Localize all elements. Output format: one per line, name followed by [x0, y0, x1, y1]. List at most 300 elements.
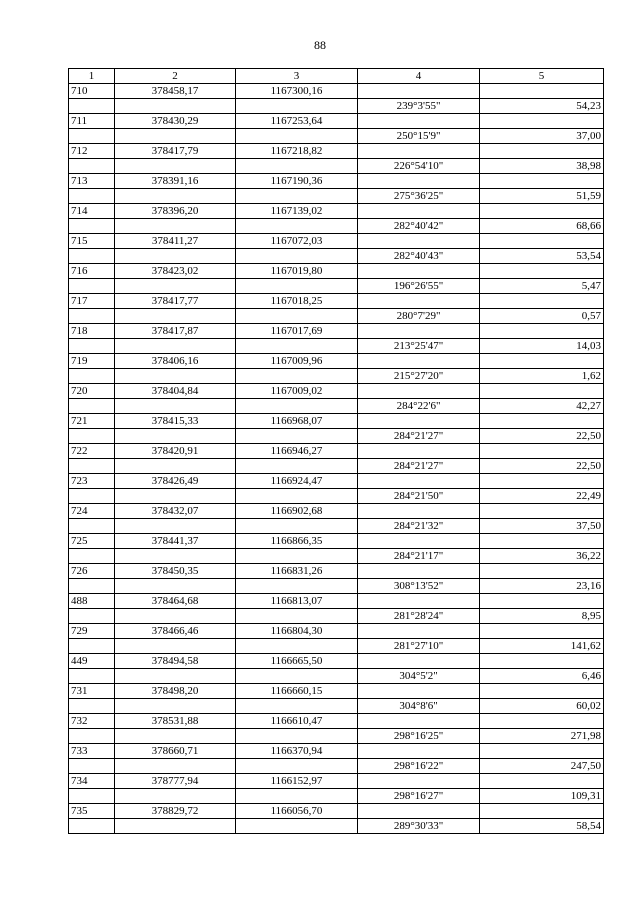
table-body [69, 84, 604, 834]
empty-cell [358, 474, 480, 489]
table-row [69, 249, 604, 264]
point-number-cell: 729 [69, 624, 115, 639]
table-row [69, 189, 604, 204]
x-coordinate-cell: 378417,87 [115, 324, 236, 339]
x-coordinate-cell: 378396,20 [115, 204, 236, 219]
empty-cell [480, 444, 604, 459]
point-number-cell: 724 [69, 504, 115, 519]
empty-cell [480, 264, 604, 279]
empty-cell [69, 609, 115, 624]
empty-cell [236, 369, 358, 384]
point-number-cell: 713 [69, 174, 115, 189]
empty-cell [115, 129, 236, 144]
distance-cell: 5,47 [480, 279, 604, 294]
y-coordinate-cell: 1167009,96 [236, 354, 358, 369]
x-coordinate-cell: 378415,33 [115, 414, 236, 429]
distance-cell: 22,49 [480, 489, 604, 504]
point-number-cell: 725 [69, 534, 115, 549]
direction-angle-cell: 282°40'42" [358, 219, 480, 234]
empty-cell [358, 444, 480, 459]
x-coordinate-cell: 378441,37 [115, 534, 236, 549]
point-number-cell: 717 [69, 294, 115, 309]
table-row [69, 219, 604, 234]
table-row [69, 819, 604, 834]
y-coordinate-cell: 1167300,16 [236, 84, 358, 99]
empty-cell [69, 99, 115, 114]
empty-cell [69, 249, 115, 264]
x-coordinate-cell: 378432,07 [115, 504, 236, 519]
empty-cell [115, 669, 236, 684]
distance-cell: 0,57 [480, 309, 604, 324]
table-row [69, 519, 604, 534]
x-coordinate-cell: 378777,94 [115, 774, 236, 789]
x-coordinate-cell: 378406,16 [115, 354, 236, 369]
x-coordinate-cell: 378430,29 [115, 114, 236, 129]
empty-cell [236, 519, 358, 534]
empty-cell [69, 459, 115, 474]
empty-cell [69, 279, 115, 294]
empty-cell [480, 684, 604, 699]
empty-cell [358, 504, 480, 519]
empty-cell [358, 84, 480, 99]
empty-cell [236, 819, 358, 834]
empty-cell [236, 459, 358, 474]
table-row [69, 459, 604, 474]
empty-cell [358, 114, 480, 129]
empty-cell [115, 339, 236, 354]
empty-cell [69, 519, 115, 534]
empty-cell [236, 789, 358, 804]
distance-cell: 22,50 [480, 459, 604, 474]
distance-cell: 247,50 [480, 759, 604, 774]
direction-angle-cell: 215°27'20" [358, 369, 480, 384]
empty-cell [480, 204, 604, 219]
empty-cell [358, 144, 480, 159]
table-row [69, 414, 604, 429]
point-number-cell: 731 [69, 684, 115, 699]
column-header-5: 5 [480, 69, 604, 84]
table-row [69, 609, 604, 624]
distance-cell: 51,59 [480, 189, 604, 204]
direction-angle-cell: 298°16'22" [358, 759, 480, 774]
table-row [69, 489, 604, 504]
empty-cell [480, 504, 604, 519]
empty-cell [358, 804, 480, 819]
distance-cell: 271,98 [480, 729, 604, 744]
x-coordinate-cell: 378494,58 [115, 654, 236, 669]
y-coordinate-cell: 1167018,25 [236, 294, 358, 309]
table-row [69, 639, 604, 654]
point-number-cell: 726 [69, 564, 115, 579]
direction-angle-cell: 226°54'10" [358, 159, 480, 174]
direction-angle-cell: 304°5'2" [358, 669, 480, 684]
empty-cell [69, 309, 115, 324]
table-row [69, 444, 604, 459]
table-row [69, 579, 604, 594]
direction-angle-cell: 284°21'32" [358, 519, 480, 534]
empty-cell [115, 249, 236, 264]
empty-cell [480, 354, 604, 369]
table-row [69, 174, 604, 189]
table-row [69, 549, 604, 564]
x-coordinate-cell: 378450,35 [115, 564, 236, 579]
y-coordinate-cell: 1166813,07 [236, 594, 358, 609]
y-coordinate-cell: 1166902,68 [236, 504, 358, 519]
empty-cell [480, 534, 604, 549]
point-number-cell: 712 [69, 144, 115, 159]
point-number-cell: 733 [69, 744, 115, 759]
x-coordinate-cell: 378417,79 [115, 144, 236, 159]
empty-cell [115, 99, 236, 114]
y-coordinate-cell: 1167190,36 [236, 174, 358, 189]
direction-angle-cell: 298°16'25" [358, 729, 480, 744]
empty-cell [69, 789, 115, 804]
empty-cell [69, 699, 115, 714]
direction-angle-cell: 282°40'43" [358, 249, 480, 264]
empty-cell [480, 114, 604, 129]
x-coordinate-cell: 378426,49 [115, 474, 236, 489]
empty-cell [236, 759, 358, 774]
table-row [69, 129, 604, 144]
table-row [69, 684, 604, 699]
empty-cell [358, 324, 480, 339]
empty-cell [115, 579, 236, 594]
x-coordinate-cell: 378498,20 [115, 684, 236, 699]
point-number-cell: 449 [69, 654, 115, 669]
empty-cell [69, 549, 115, 564]
distance-cell: 141,62 [480, 639, 604, 654]
empty-cell [69, 729, 115, 744]
direction-angle-cell: 275°36'25" [358, 189, 480, 204]
table-row [69, 339, 604, 354]
distance-cell: 37,50 [480, 519, 604, 534]
empty-cell [115, 519, 236, 534]
direction-angle-cell: 250°15'9" [358, 129, 480, 144]
distance-cell: 23,16 [480, 579, 604, 594]
table-row [69, 624, 604, 639]
table-row [69, 294, 604, 309]
x-coordinate-cell: 378458,17 [115, 84, 236, 99]
y-coordinate-cell: 1167072,03 [236, 234, 358, 249]
x-coordinate-cell: 378423,02 [115, 264, 236, 279]
empty-cell [236, 219, 358, 234]
y-coordinate-cell: 1167218,82 [236, 144, 358, 159]
x-coordinate-cell: 378420,91 [115, 444, 236, 459]
direction-angle-cell: 284°21'17" [358, 549, 480, 564]
empty-cell [358, 774, 480, 789]
empty-cell [480, 84, 604, 99]
empty-cell [69, 669, 115, 684]
direction-angle-cell: 289°30'33" [358, 819, 480, 834]
point-number-cell: 735 [69, 804, 115, 819]
empty-cell [236, 429, 358, 444]
empty-cell [358, 654, 480, 669]
empty-cell [358, 624, 480, 639]
table-row [69, 534, 604, 549]
table-row [69, 429, 604, 444]
table-row [69, 564, 604, 579]
empty-cell [69, 429, 115, 444]
empty-cell [358, 174, 480, 189]
table-row [69, 204, 604, 219]
empty-cell [480, 654, 604, 669]
empty-cell [236, 339, 358, 354]
empty-cell [358, 564, 480, 579]
empty-cell [480, 744, 604, 759]
empty-cell [480, 144, 604, 159]
empty-cell [69, 759, 115, 774]
distance-cell: 22,50 [480, 429, 604, 444]
y-coordinate-cell: 1167019,80 [236, 264, 358, 279]
coordinates-table [68, 68, 604, 834]
direction-angle-cell: 213°25'47" [358, 339, 480, 354]
empty-cell [115, 219, 236, 234]
empty-cell [480, 474, 604, 489]
direction-angle-cell: 308°13'52" [358, 579, 480, 594]
empty-cell [115, 189, 236, 204]
empty-cell [358, 534, 480, 549]
y-coordinate-cell: 1166866,35 [236, 534, 358, 549]
empty-cell [115, 639, 236, 654]
table-row [69, 729, 604, 744]
direction-angle-cell: 281°28'24" [358, 609, 480, 624]
empty-cell [236, 249, 358, 264]
table-header-row [69, 69, 604, 84]
table-row [69, 594, 604, 609]
empty-cell [69, 579, 115, 594]
distance-cell: 54,23 [480, 99, 604, 114]
direction-angle-cell: 284°21'27" [358, 459, 480, 474]
table-row [69, 159, 604, 174]
distance-cell: 68,66 [480, 219, 604, 234]
y-coordinate-cell: 1166804,30 [236, 624, 358, 639]
empty-cell [69, 369, 115, 384]
empty-cell [358, 354, 480, 369]
distance-cell: 53,54 [480, 249, 604, 264]
table-row [69, 789, 604, 804]
empty-cell [358, 744, 480, 759]
empty-cell [236, 279, 358, 294]
point-number-cell: 723 [69, 474, 115, 489]
empty-cell [480, 414, 604, 429]
distance-cell: 6,46 [480, 669, 604, 684]
empty-cell [236, 159, 358, 174]
direction-angle-cell: 284°21'27" [358, 429, 480, 444]
direction-angle-cell: 284°21'50" [358, 489, 480, 504]
x-coordinate-cell: 378466,46 [115, 624, 236, 639]
column-header-3: 3 [236, 69, 358, 84]
table-row [69, 669, 604, 684]
x-coordinate-cell: 378660,71 [115, 744, 236, 759]
empty-cell [236, 729, 358, 744]
empty-cell [480, 384, 604, 399]
table-row [69, 144, 604, 159]
table-row [69, 804, 604, 819]
distance-cell: 8,95 [480, 609, 604, 624]
x-coordinate-cell: 378417,77 [115, 294, 236, 309]
table-row [69, 234, 604, 249]
y-coordinate-cell: 1167253,64 [236, 114, 358, 129]
direction-angle-cell: 239°3'55" [358, 99, 480, 114]
direction-angle-cell: 304°8'6" [358, 699, 480, 714]
empty-cell [480, 624, 604, 639]
table-row [69, 309, 604, 324]
empty-cell [480, 714, 604, 729]
empty-cell [69, 489, 115, 504]
empty-cell [358, 414, 480, 429]
direction-angle-cell: 284°22'6" [358, 399, 480, 414]
empty-cell [236, 399, 358, 414]
empty-cell [115, 789, 236, 804]
empty-cell [115, 549, 236, 564]
empty-cell [115, 399, 236, 414]
empty-cell [358, 234, 480, 249]
empty-cell [236, 99, 358, 114]
empty-cell [480, 174, 604, 189]
y-coordinate-cell: 1167139,02 [236, 204, 358, 219]
column-header-1: 1 [69, 69, 115, 84]
point-number-cell: 714 [69, 204, 115, 219]
table-row [69, 654, 604, 669]
empty-cell [358, 294, 480, 309]
direction-angle-cell: 281°27'10" [358, 639, 480, 654]
empty-cell [69, 819, 115, 834]
table-row [69, 714, 604, 729]
x-coordinate-cell: 378404,84 [115, 384, 236, 399]
distance-cell: 38,98 [480, 159, 604, 174]
empty-cell [480, 234, 604, 249]
table-row [69, 384, 604, 399]
y-coordinate-cell: 1166831,26 [236, 564, 358, 579]
y-coordinate-cell: 1166660,15 [236, 684, 358, 699]
y-coordinate-cell: 1167017,69 [236, 324, 358, 339]
empty-cell [236, 579, 358, 594]
table-row [69, 759, 604, 774]
empty-cell [358, 384, 480, 399]
distance-cell: 58,54 [480, 819, 604, 834]
point-number-cell: 715 [69, 234, 115, 249]
direction-angle-cell: 196°26'55" [358, 279, 480, 294]
distance-cell: 14,03 [480, 339, 604, 354]
table-row [69, 84, 604, 99]
table-row [69, 264, 604, 279]
empty-cell [480, 294, 604, 309]
empty-cell [115, 159, 236, 174]
table-row [69, 324, 604, 339]
empty-cell [69, 189, 115, 204]
empty-cell [115, 609, 236, 624]
empty-cell [236, 309, 358, 324]
empty-cell [480, 774, 604, 789]
empty-cell [69, 399, 115, 414]
y-coordinate-cell: 1166665,50 [236, 654, 358, 669]
table-row [69, 744, 604, 759]
empty-cell [115, 699, 236, 714]
empty-cell [115, 759, 236, 774]
table-row [69, 774, 604, 789]
empty-cell [69, 639, 115, 654]
y-coordinate-cell: 1166924,47 [236, 474, 358, 489]
empty-cell [358, 264, 480, 279]
empty-cell [115, 309, 236, 324]
point-number-cell: 720 [69, 384, 115, 399]
empty-cell [69, 129, 115, 144]
point-number-cell: 711 [69, 114, 115, 129]
table-row [69, 504, 604, 519]
empty-cell [236, 669, 358, 684]
empty-cell [480, 564, 604, 579]
empty-cell [236, 129, 358, 144]
empty-cell [236, 189, 358, 204]
point-number-cell: 710 [69, 84, 115, 99]
y-coordinate-cell: 1166056,70 [236, 804, 358, 819]
column-header-2: 2 [115, 69, 236, 84]
empty-cell [115, 489, 236, 504]
x-coordinate-cell: 378531,88 [115, 714, 236, 729]
empty-cell [236, 489, 358, 504]
table-row [69, 279, 604, 294]
x-coordinate-cell: 378464,68 [115, 594, 236, 609]
table-row [69, 699, 604, 714]
x-coordinate-cell: 378391,16 [115, 174, 236, 189]
empty-cell [236, 549, 358, 564]
empty-cell [358, 594, 480, 609]
y-coordinate-cell: 1166610,47 [236, 714, 358, 729]
point-number-cell: 719 [69, 354, 115, 369]
column-header-4: 4 [358, 69, 480, 84]
y-coordinate-cell: 1166968,07 [236, 414, 358, 429]
empty-cell [358, 204, 480, 219]
empty-cell [115, 819, 236, 834]
empty-cell [115, 459, 236, 474]
point-number-cell: 488 [69, 594, 115, 609]
point-number-cell: 722 [69, 444, 115, 459]
table-row [69, 114, 604, 129]
empty-cell [115, 279, 236, 294]
distance-cell: 36,22 [480, 549, 604, 564]
direction-angle-cell: 280°7'29" [358, 309, 480, 324]
page-number: 88 [314, 38, 326, 52]
y-coordinate-cell: 1166946,27 [236, 444, 358, 459]
table-row [69, 354, 604, 369]
empty-cell [236, 699, 358, 714]
empty-cell [480, 804, 604, 819]
empty-cell [480, 594, 604, 609]
empty-cell [69, 159, 115, 174]
table-row [69, 474, 604, 489]
distance-cell: 60,02 [480, 699, 604, 714]
distance-cell: 1,62 [480, 369, 604, 384]
point-number-cell: 732 [69, 714, 115, 729]
distance-cell: 109,31 [480, 789, 604, 804]
y-coordinate-cell: 1166152,97 [236, 774, 358, 789]
table-row [69, 99, 604, 114]
empty-cell [358, 684, 480, 699]
empty-cell [236, 639, 358, 654]
point-number-cell: 716 [69, 264, 115, 279]
y-coordinate-cell: 1167009,02 [236, 384, 358, 399]
empty-cell [115, 369, 236, 384]
point-number-cell: 721 [69, 414, 115, 429]
empty-cell [358, 714, 480, 729]
point-number-cell: 718 [69, 324, 115, 339]
empty-cell [480, 324, 604, 339]
table-row [69, 399, 604, 414]
distance-cell: 42,27 [480, 399, 604, 414]
table-row [69, 369, 604, 384]
x-coordinate-cell: 378411,27 [115, 234, 236, 249]
x-coordinate-cell: 378829,72 [115, 804, 236, 819]
